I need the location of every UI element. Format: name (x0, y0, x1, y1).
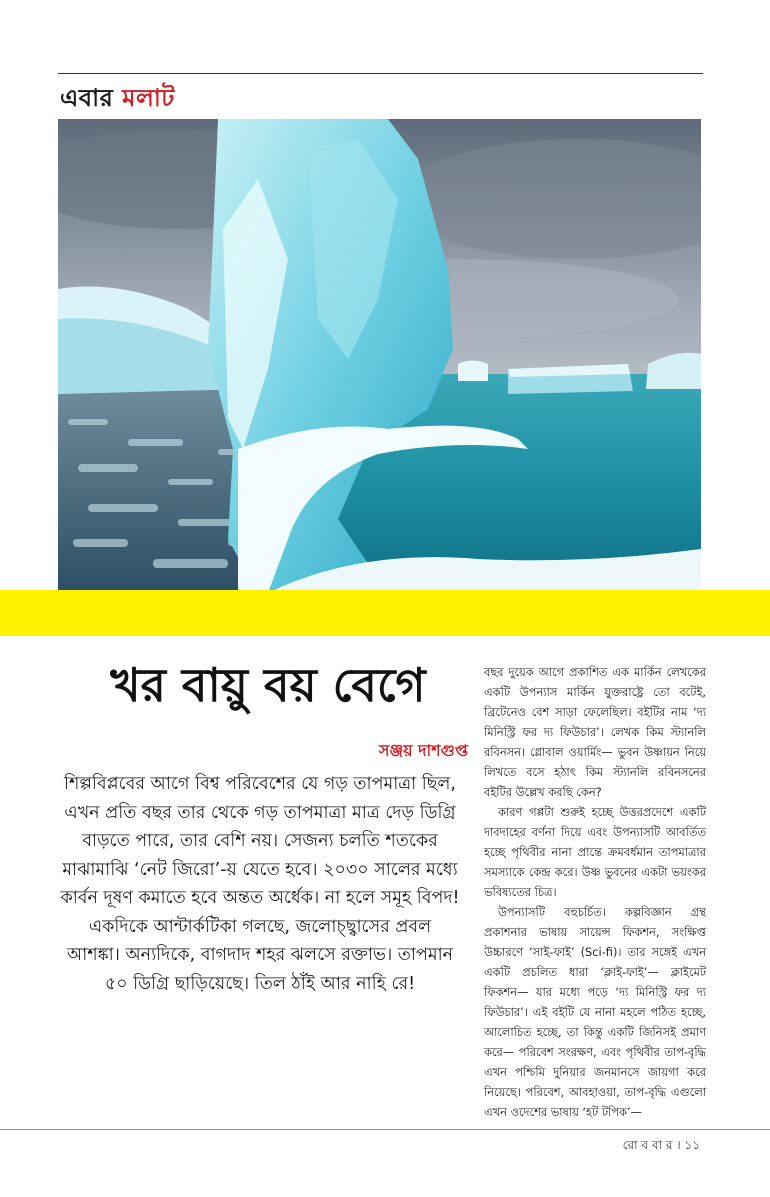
article-byline: সঞ্জয় দাশগুপ্ত (378, 741, 468, 760)
article-body (484, 662, 706, 1122)
bottom-rule (0, 1129, 770, 1130)
article-intro: শিল্পবিপ্লবের আগে বিশ্ব পরিবেশের যে গড় তাপমাত্রা ছিল, এখন প্রতি বছর তার থেকে গড় তাপমাত্রা মাত্র দেড় ডিগ্রি বাড়তে পারে, তার বেশি নয়। সেজন্য চলতি শতকের মাঝামাঝি ‘নেট জিরো’-য় যেতে হবে। ২০৩০ সালের মধ্যে কার্বন দূষণ কমাতে হবে অন্তত অর্ধেক। না হলে সমূহ বিপদ! একদিকে আন্টার্কটিকা গলছে, জলোচ্ছ্বাসের প্রবল আশঙ্কা। অন্যদিকে, বাগদাদ শহর ঝলসে রক্তাভ। তাপমান ৫০ ডিগ্রি ছাড়িয়েছে। তিল ঠাঁই আর নাহি রে! (60, 774, 460, 994)
section-prefix: এবার (60, 84, 114, 112)
article-headline: খর বায়ু বয় বেগে (110, 658, 426, 712)
body-paragraph: উপন্যাসটি বহুচর্চিত। কল্পবিজ্ঞান গ্রন্থ প্রকাশনার ভাষায় সায়েন্স ফিকশন, সংক্ষিপ্ত উচ্চারণে ‘সাই-ফাই’ (Sci-fi)। তার সঙ্গেই এখন একটি প্রচলিত ধারা ‘ক্লাই-ফাই’— ক্লাইমেট ফিকশন— যার মধ্যে পড়ে ‘দ্য মিনিস্ট্রি ফর দ্য ফিউচার’। এই বইটি যে নানা মহলে পঠিত হচ্ছে, আলোচিত হচ্ছে, তা কিন্তু একটি জিনিসই প্রমাণ করে— পরিবেশ সংরক্ষণ, এবং পৃথিবীর তাপ-বৃদ্ধি এখন পশ্চিমি দুনিয়ার জনমানসে জায়গা করে নিয়েছে। পরিবেশ, আবহাওয়া, তাপ-বৃদ্ধি এগুলো এখন ওদেশের ভাষায় ‘হট টপিক’— (484, 905, 706, 1119)
body-paragraph: কারণ গপ্পটা শুরুই হচ্ছে উত্তরপ্রদেশে একটি দাবদাহের বর্ণনা দিয়ে এবং উপন্যাসটি আবর্তিত হচ্ছে পৃথিবীর নানা প্রান্তে ক্রমবর্ধমান তাপমাত্রার সমস্যাকে কেন্দ্র করে। উষ্ণ ভুবনের একটা ভয়ংকর ভবিষ্যতের চিত্র। (484, 805, 706, 899)
cover-photo (58, 119, 701, 593)
section-highlight: মলাট (122, 84, 175, 112)
top-rule (58, 73, 703, 74)
section-label (60, 80, 175, 120)
page-folio: রো ব বা র । ১১ (622, 1138, 700, 1152)
body-paragraph: বছর দুয়েক আগে প্রকাশিত এক মার্কিন লেখকের একটি উপন্যাস মার্কিন যুক্তরাষ্ট্রে তো বটেই, ব্রিটেনেও বেশ সাড়া ফেলেছিল। বইটির নাম ‘দ্য মিনিস্ট্রি ফর দ্য ফিউচার’। লেখক কিম স্ট্যানলি রবিনসন। গ্লোবাল ওয়ার্মিং— ভুবন উষ্ণায়ন নিয়ে লিখতে বসে হঠাৎ কিম স্ট্যানলি রবিনসনের বইটির উল্লেখ করছি কেন? (484, 665, 706, 799)
yellow-band (0, 590, 770, 636)
iceberg-image (58, 119, 701, 593)
